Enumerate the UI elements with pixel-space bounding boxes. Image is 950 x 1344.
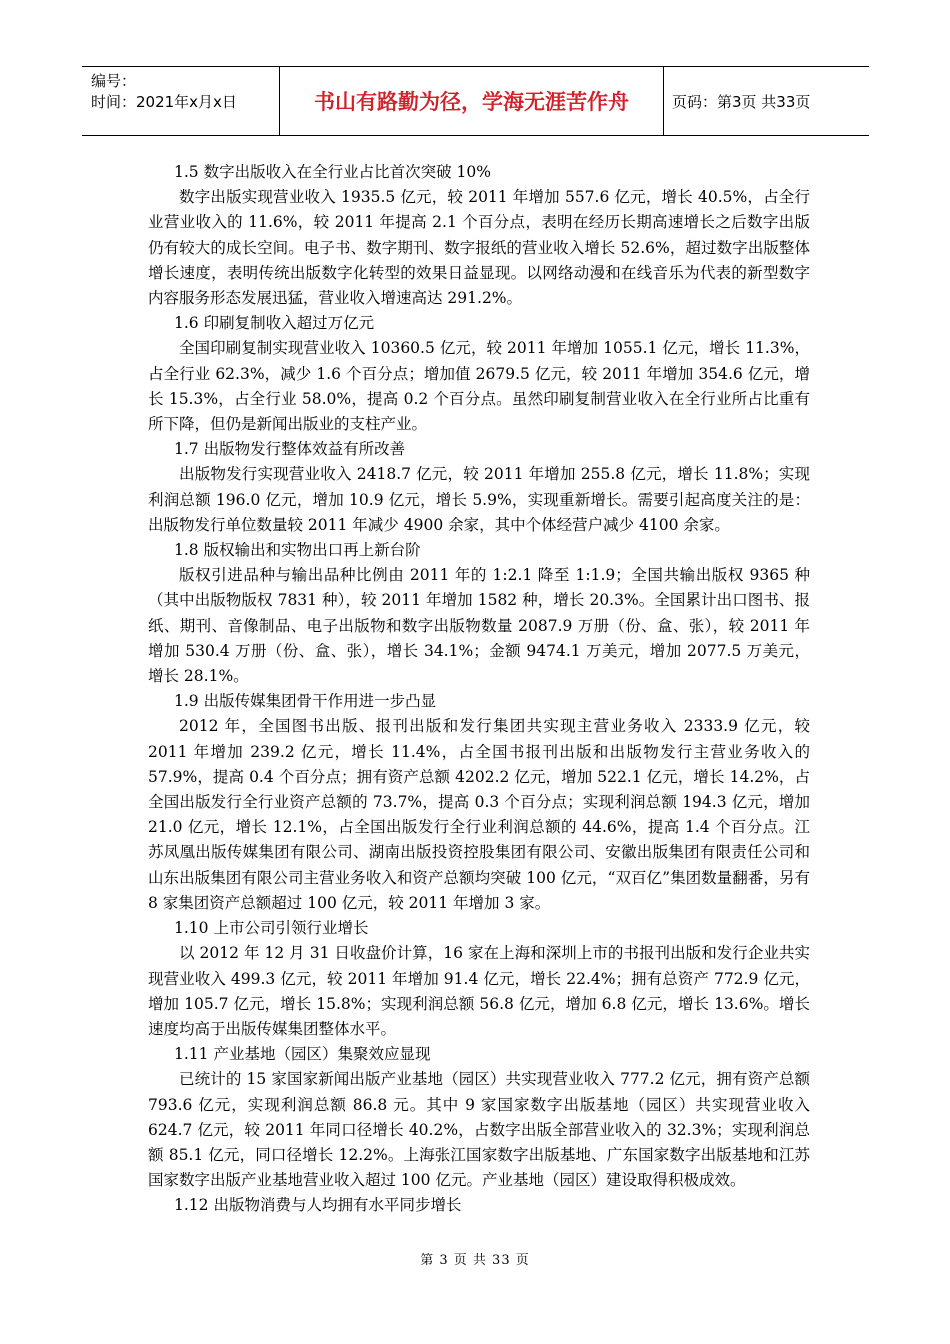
section-heading: 1.6 印刷复制收入超过万亿元 (174, 314, 375, 333)
section-heading: 1.7 出版物发行整体效益有所改善 (174, 440, 406, 459)
header-motto: 书山有路勤为径，学海无涯苦作舟 (280, 67, 664, 135)
section-heading: 1.5 数字出版收入在全行业占比首次突破 10% (174, 163, 491, 181)
section-paragraph: 已统计的 15 家国家新闻出版产业基地（园区）共实现营业收入 777.2 亿元，拥有资产总额 793.6 亿元，实现利润总额 86.8 元。其中 9 家国家数字出版基地（园区）共实现营业收入 624.7 亿元，较 2011 年同口径增长 40.2%，占数字出版全部营业收入的 32.3%；实现利润总额 85.1 亿元，同口径增长 12.2%。上海张江国家数字出版基地、广东国家数字出版基地和江苏国家数字出版产业基地营业收入超过 100 亿元。产业基地（园区）建设取得积极成效。 (148, 1070, 810, 1190)
header-page-info: 页码：第3页 共33页 (672, 92, 811, 111)
document-time-label: 时间：2021年x月x日 (91, 93, 237, 111)
section-paragraph: 全国印刷复制实现营业收入 10360.5 亿元，较 2011 年增加 1055.1 亿元，增长 11.3%，占全行业 62.3%，减少 1.6 个百分点；增加值 2679.5 亿元，较 2011 年增加 354.6 亿元，增长 15.3%，占全行业 58.0%，提高 0.2 个百分点。虽然印刷复制营业收入在全行业所占比重有所下降，但仍是新闻出版业的支柱产业。 (148, 339, 810, 434)
header-meta (82, 67, 280, 135)
section-paragraph: 2012 年，全国图书出版、报刊出版和发行集团共实现主营业务收入 2333.9 亿元，较 2011 年增加 239.2 亿元，增长 11.4%，占全国书报刊出版和出版物发行主营业务收入的 57.9%，提高 0.4 个百分点；拥有资产总额 4202.2 亿元，增加 522.1 亿元，增长 14.2%，占全国出版发行全行业资产总额的 73.7%，提高 0.3 个百分点；实现利润总额 194.3 亿元，增加 21.0 亿元，增长 12.1%，占全国出版发行全行业利润总额的 44.6%，提高 1.4 个百分点。江苏凤凰出版传媒集团有限公司、湖南出版投资控股集团有限公司、安徽出版集团有限责任公司和山东出版集团有限公司主营业务收入和资产总额均突破 100 亿元，“双百亿”集团数量翻番，另有 8 家集团资产总额超过 100 亿元，较 2011 年增加 3 家。 (148, 717, 810, 912)
section-paragraph: 数字出版实现营业收入 1935.5 亿元，较 2011 年增加 557.6 亿元，增长 40.5%，占全行业营业收入的 11.6%，较 2011 年提高 2.1 个百分点，表明在经历长期高速增长之后数字出版仍有较大的成长空间。电子书、数字期刊、数字报纸的营业收入增长 52.6%，超过数字出版整体增长速度，表明传统出版数字化转型的效果日益显现。以网络动漫和在线音乐为代表的新型数字内容服务形态发展迅猛，营业收入增速高达 291.2%。 (148, 188, 810, 308)
section-heading: 1.9 出版传媒集团骨干作用进一步凸显 (174, 692, 437, 711)
document-body (148, 160, 810, 1219)
page-header (82, 66, 869, 136)
section-heading: 1.12 出版物消费与人均拥有水平同步增长 (174, 1196, 462, 1215)
section-heading: 1.11 产业基地（园区）集聚效应显现 (174, 1045, 431, 1064)
document-number-label: 编号： (91, 72, 137, 90)
section-paragraph: 版权引进品种与输出品种比例由 2011 年的 1:2.1 降至 1:1.9；全国共输出版权 9365 种（其中出版物版权 7831 种），较 2011 年增加 1582 种，增长 20.3%。全国累计出口图书、报纸、期刊、音像制品、电子出版物和数字出版物数量 2087.9 万册（份、盒、张），较 2011 年增加 530.4 万册（份、盒、张），增长 34.1%；金额 9474.1 万美元，增加 2077.5 万美元，增长 28.1%。 (148, 566, 810, 686)
page-footer: 第 3 页 共 33 页 (420, 1253, 530, 1268)
section-heading: 1.8 版权输出和实物出口再上新台阶 (174, 541, 421, 560)
section-heading: 1.10 上市公司引领行业增长 (174, 919, 369, 938)
section-paragraph: 以 2012 年 12 月 31 日收盘价计算，16 家在上海和深圳上市的书报刊出版和发行企业共实现营业收入 499.3 亿元，较 2011 年增加 91.4 亿元，增长 22.4%；拥有总资产 772.9 亿元，增加 105.7 亿元，增长 15.8%；实现利润总额 56.8 亿元，增加 6.8 亿元，增长 13.6%。增长速度均高于出版传媒集团整体水平。 (148, 944, 810, 1038)
section-paragraph: 出版物发行实现营业收入 2418.7 亿元，较 2011 年增加 255.8 亿元，增长 11.8%；实现利润总额 196.0 亿元，增加 10.9 亿元，增长 5.9%，实现重新增长。需要引起高度关注的是：出版物发行单位数量较 2011 年减少 4900 余家，其中个体经营户减少 4100 余家。 (148, 465, 810, 534)
